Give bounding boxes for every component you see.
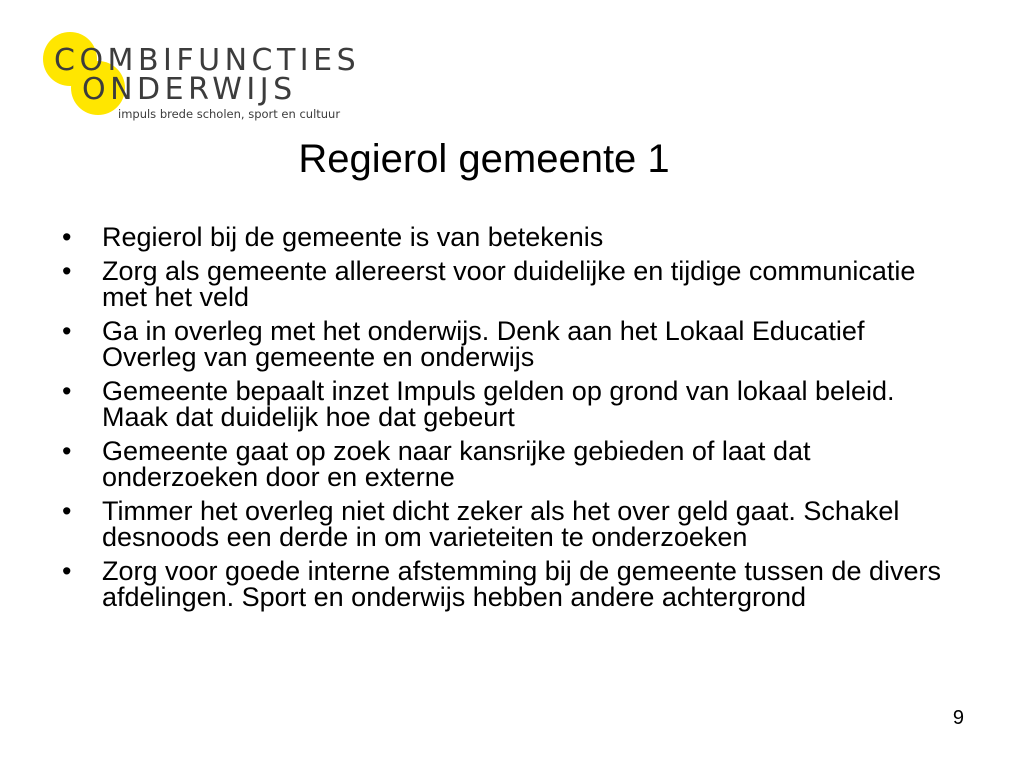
bullet-item — [62, 378, 962, 430]
bullet-item — [62, 318, 962, 370]
page-number: 9 — [952, 707, 964, 729]
bullet-marker: • — [62, 496, 72, 526]
bullet-text: Zorg voor goede interne afstemming bij de gemeente tussen de divers afdelingen. Sport en onderwijs hebben andere achtergrond — [102, 556, 941, 612]
bullet-list — [62, 224, 962, 618]
logo-line1: COMBIFUNCTIES — [54, 43, 361, 78]
bullet-item — [62, 558, 962, 610]
bullet-marker: • — [62, 556, 72, 586]
bullet-text: Gemeente gaat op zoek naar kansrijke gebieden of laat dat onderzoeken door en externe — [102, 436, 811, 492]
logo-tagline: impuls brede scholen, sport en cultuur — [118, 107, 341, 121]
bullet-text: Gemeente bepaalt inzet Impuls gelden op grond van lokaal beleid. Maak dat duidelijk hoe dat gebeurt — [102, 376, 895, 432]
bullet-text: Regierol bij de gemeente is van betekenis — [102, 222, 604, 252]
bullet-marker: • — [62, 436, 72, 466]
bullet-item — [62, 438, 962, 490]
bullet-marker: • — [62, 316, 72, 346]
bullet-text: Ga in overleg met het onderwijs. Denk aan het Lokaal Educatief Overleg van gemeente en onderwijs — [102, 316, 865, 372]
bullet-item — [62, 224, 962, 250]
bullet-marker: • — [62, 256, 72, 286]
bullet-marker: • — [62, 222, 72, 252]
bullet-text: Zorg als gemeente allereerst voor duidelijke en tijdige communicatie met het veld — [102, 256, 916, 312]
slide-title: Regierol gemeente 1 — [298, 137, 670, 181]
logo — [40, 30, 400, 125]
bullet-item — [62, 258, 962, 310]
combifuncties-onderwijs-logo — [40, 30, 400, 125]
bullet-text: Timmer het overleg niet dicht zeker als het over geld gaat. Schakel desnoods een derde in om varieteiten te onderzoeken — [102, 496, 900, 552]
logo-line2: ONDERWIJS — [82, 72, 297, 107]
bullet-marker: • — [62, 376, 72, 406]
bullet-item — [62, 498, 962, 550]
